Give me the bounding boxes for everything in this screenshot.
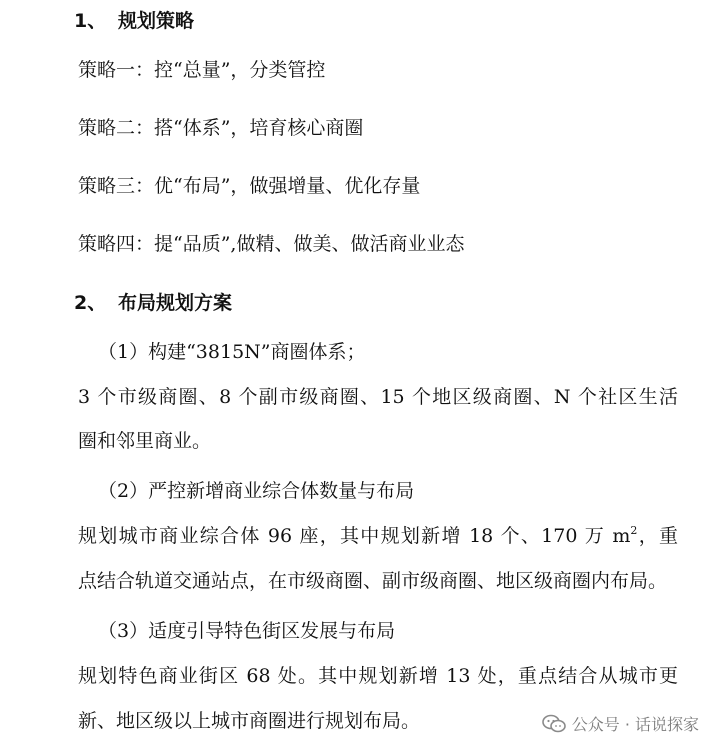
section1-title: 规划策略 bbox=[118, 10, 195, 32]
item1-body-line1: 3 个市级商圈、8 个副市级商圈、15 个地区级商圈、N 个社区生活 bbox=[78, 386, 678, 408]
section1-number: 1、 bbox=[74, 10, 107, 32]
item1-title: （1）构建“3815N”商圈体系； bbox=[98, 341, 366, 363]
item3-body-line2: 新、地区级以上城市商圈进行规划布局。 bbox=[78, 710, 421, 732]
section2-title: 布局规划方案 bbox=[118, 292, 233, 314]
section2-number: 2、 bbox=[74, 292, 107, 314]
wechat-watermark bbox=[538, 710, 703, 737]
item3-body-line1: 规划特色商业街区 68 处。其中规划新增 13 处，重点结合从城市更 bbox=[78, 665, 678, 687]
item3-title: （3）适度引导特色街区发展与布局 bbox=[98, 620, 396, 642]
section2-heading bbox=[74, 290, 232, 316]
item2-title: （2）严控新增商业综合体数量与布局 bbox=[98, 480, 415, 502]
wechat-icon bbox=[542, 713, 566, 735]
strategy-1: 策略一：控“总量”，分类管控 bbox=[78, 59, 326, 81]
section1-heading bbox=[74, 8, 194, 34]
item2-body-line1: 规划城市商业综合体 96 座，其中规划新增 18 个、170 万 $m^2$，重 bbox=[78, 524, 678, 547]
item1-body-line2: 圈和邻里商业。 bbox=[78, 430, 212, 452]
strategy-2: 策略二：搭“体系”，培育核心商圈 bbox=[78, 117, 364, 139]
item2-body-line2: 点结合轨道交通站点，在市级商圈、副市级商圈、地区级商圈内布局。 bbox=[78, 570, 668, 592]
strategy-4: 策略四：提“品质”,做精、做美、做活商业业态 bbox=[78, 233, 465, 255]
watermark-text: 公众号 · 话说探家 bbox=[571, 715, 699, 734]
strategy-3: 策略三：优“布局”，做强增量、优化存量 bbox=[78, 175, 421, 197]
superscript-2: 2 bbox=[630, 524, 638, 537]
